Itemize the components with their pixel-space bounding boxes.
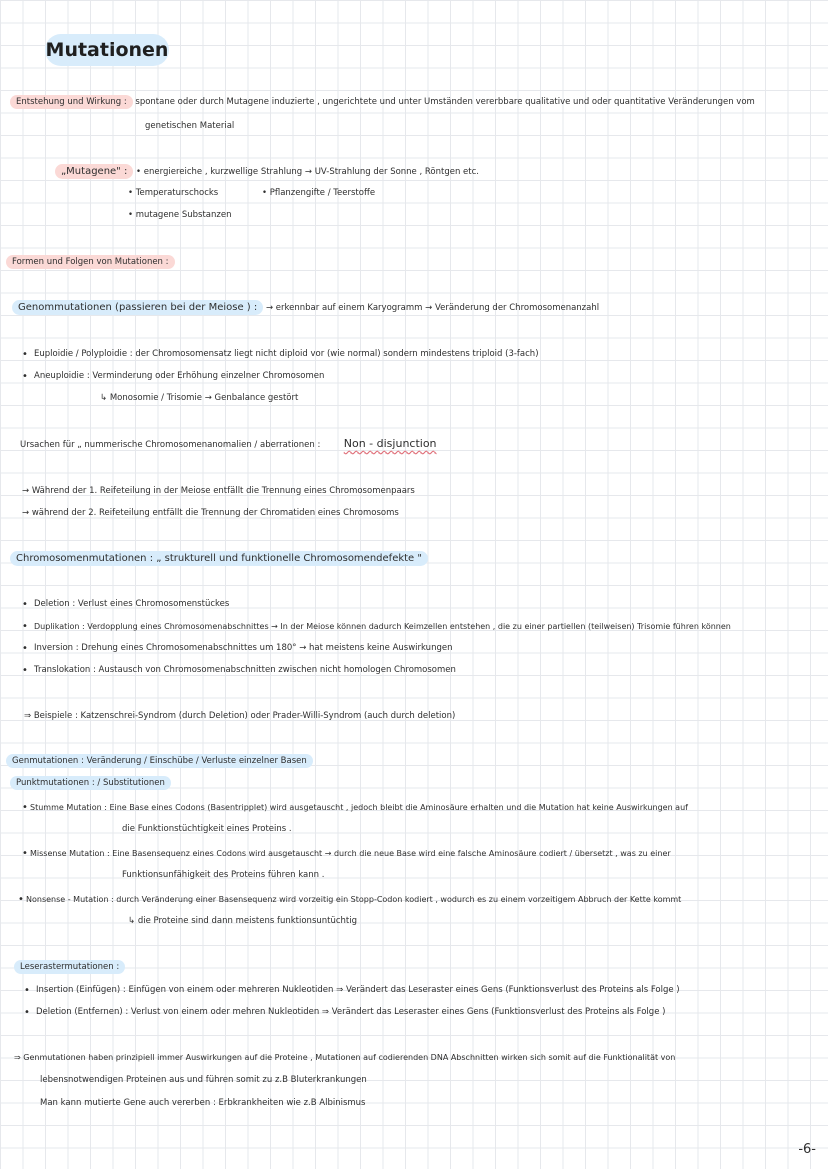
missense-text-1: Missense Mutation : Eine Basensequenz eines Codons wird ausgetauscht → durch die neue Base wird eine falsche Aminosäure codiert / übersetzt , was zu einer bbox=[30, 849, 671, 858]
chromo-heading-line bbox=[10, 553, 428, 565]
punkt-heading: Punktmutationen : / Substitutionen bbox=[10, 776, 171, 790]
missense-text-2: Funktionsunfähigkeit des Proteins führen kann . bbox=[122, 870, 325, 880]
insertion-text: Insertion (Einfügen) : Einfügen von einem oder mehreren Nukleotiden ⇒ Verändert das Leseraster eines Gens (Funktionsverlust des Proteins als Folge ) bbox=[36, 985, 680, 995]
intro-line bbox=[10, 97, 755, 108]
bullet-dot: • bbox=[24, 1007, 30, 1018]
genom-heading: Genommutationen (passieren bei der Meiose ) : bbox=[12, 300, 263, 315]
formen-heading: Formen und Folgen von Mutationen : bbox=[6, 257, 175, 268]
bullet-dot: • bbox=[22, 665, 28, 676]
mutagene-item-4: • mutagene Substanzen bbox=[128, 210, 232, 220]
summary-text-1: ⇒ Genmutationen haben prinzipiell immer Auswirkungen auf die Proteine , Mutationen auf codierenden DNA Abschnitten wirken sich somit auf die Funktionalität von bbox=[14, 1053, 676, 1062]
page-number: -6- bbox=[798, 1142, 816, 1157]
aneuploidie-text: Aneuploidie : Verminderung oder Erhöhung einzelner Chromosomen bbox=[34, 371, 325, 381]
nonsense-text-2: ↳ die Proteine sind dann meistens funktionsuntüchtig bbox=[128, 916, 358, 926]
meiose-arrow-1: → Während der 1. Reifeteilung in der Meiose entfällt die Trennung eines Chromosomenpaars bbox=[22, 486, 415, 496]
chromo-heading: Chromosomenmutationen : „ strukturell und funktionelle Chromosomendefekte " bbox=[10, 551, 428, 566]
translokation-text: Translokation : Austausch von Chromosomenabschnitten zwischen nicht homologen Chromosomen bbox=[34, 665, 456, 675]
genom-heading-rest: → erkennbar auf einem Karyogramm → Veränderung der Chromosomenanzahl bbox=[265, 303, 600, 313]
bullet-dot: • bbox=[22, 349, 28, 360]
mutagene-item-3: • Pflanzengifte / Teerstoffe bbox=[262, 188, 376, 198]
mutagene-item-2: • Temperaturschocks bbox=[128, 188, 219, 198]
euploidie-text: Euploidie / Polyploidie : der Chromosomensatz liegt nicht diploid vor (wie normal) sondern mindestens triploid (3-fach) bbox=[34, 349, 539, 359]
page-title: Mutationen bbox=[45, 34, 169, 66]
leseraster-heading: Leserastermutationen : bbox=[14, 960, 125, 974]
summary-text-3: Man kann mutierte Gene auch vererben : Erbkrankheiten wie z.B Albinismus bbox=[40, 1098, 366, 1108]
meiose-arrow-2: → während der 2. Reifeteilung entfällt die Trennung der Chromatiden eines Chromosoms bbox=[22, 508, 399, 518]
beispiele-text: ⇒ Beispiele : Katzenschrei-Syndrom (durch Deletion) oder Prader-Willi-Syndrom (auch durch deletion) bbox=[24, 711, 456, 721]
duplikation-text: Duplikation : Verdopplung eines Chromosomenabschnittes → In der Meiose können dadurch Keimzellen entstehen , die zu einer partiellen (teilweisen) Trisomie führen können bbox=[34, 622, 731, 631]
bullet-dot: • bbox=[22, 371, 28, 382]
leseraster-deletion-text: Deletion (Entfernen) : Verlust von einem oder mehren Nukleotiden ⇒ Verändert das Leseraster eines Gens (Funktionsverlust des Proteins als Folge ) bbox=[36, 1007, 666, 1017]
aneuploidie-sub: ↳ Monosomie / Trisomie → Genbalance gestört bbox=[100, 393, 299, 403]
intro-text-2: genetischen Material bbox=[145, 121, 235, 131]
ursachen-text: Ursachen für „ nummerische Chromosomenanomalien / aberrationen : bbox=[20, 440, 321, 450]
stumme-text-2: die Funktionstüchtigkeit eines Proteins . bbox=[122, 824, 292, 834]
intro-label: Entstehung und Wirkung : bbox=[10, 95, 133, 109]
genom-heading-line bbox=[12, 302, 599, 314]
punkt-heading-line bbox=[10, 778, 171, 789]
summary-text-2: lebensnotwendigen Proteinen aus und führen somit zu z.B Bluterkrankungen bbox=[40, 1075, 367, 1085]
bullet-dot: • bbox=[22, 848, 28, 859]
ursachen-line bbox=[20, 438, 437, 451]
bullet-dot: • bbox=[22, 802, 28, 813]
gen-heading: Genmutationen : Veränderung / Einschübe / Verluste einzelner Basen bbox=[6, 754, 313, 768]
nondisjunction-text: Non - disjunction bbox=[343, 437, 437, 450]
bullet-dot: • bbox=[22, 643, 28, 654]
gen-heading-line bbox=[6, 756, 313, 767]
bullet-dot: • bbox=[22, 621, 28, 632]
mutagene-line-1 bbox=[55, 166, 479, 178]
bullet-dot: • bbox=[22, 599, 28, 610]
intro-text-1: spontane oder durch Mutagene induzierte , ungerichtete und unter Umständen vererbbare qualitative und oder quantitative Veränderungen vom bbox=[135, 97, 755, 107]
inversion-text: Inversion : Drehung eines Chromosomenabschnittes um 180° → hat meistens keine Auswirkungen bbox=[34, 643, 453, 653]
chromo-heading-rest: „ strukturell und funktionelle Chromosomendefekte " bbox=[156, 553, 422, 564]
mutagene-label: „Mutagene" : bbox=[55, 164, 133, 179]
stumme-text-1: Stumme Mutation : Eine Base eines Codons (Basentripplet) wird ausgetauscht , jedoch bleibt die Aminosäure erhalten und die Mutation hat keine Auswirkungen auf bbox=[30, 803, 688, 812]
deletion-text: Deletion : Verlust eines Chromosomenstückes bbox=[34, 599, 230, 609]
nonsense-text-1: Nonsense - Mutation : durch Veränderung einer Basensequenz wird vorzeitig ein Stopp-Codon kodiert , wodurch es zu einem vorzeitigem Abbruch der Kette kommt bbox=[26, 895, 682, 904]
leseraster-heading-line bbox=[14, 962, 125, 973]
bullet-dot: • bbox=[24, 985, 30, 996]
bullet-dot: • bbox=[18, 894, 24, 905]
mutagene-item-1: • energiereiche , kurzwellige Strahlung → UV-Strahlung der Sonne , Röntgen etc. bbox=[136, 167, 479, 177]
